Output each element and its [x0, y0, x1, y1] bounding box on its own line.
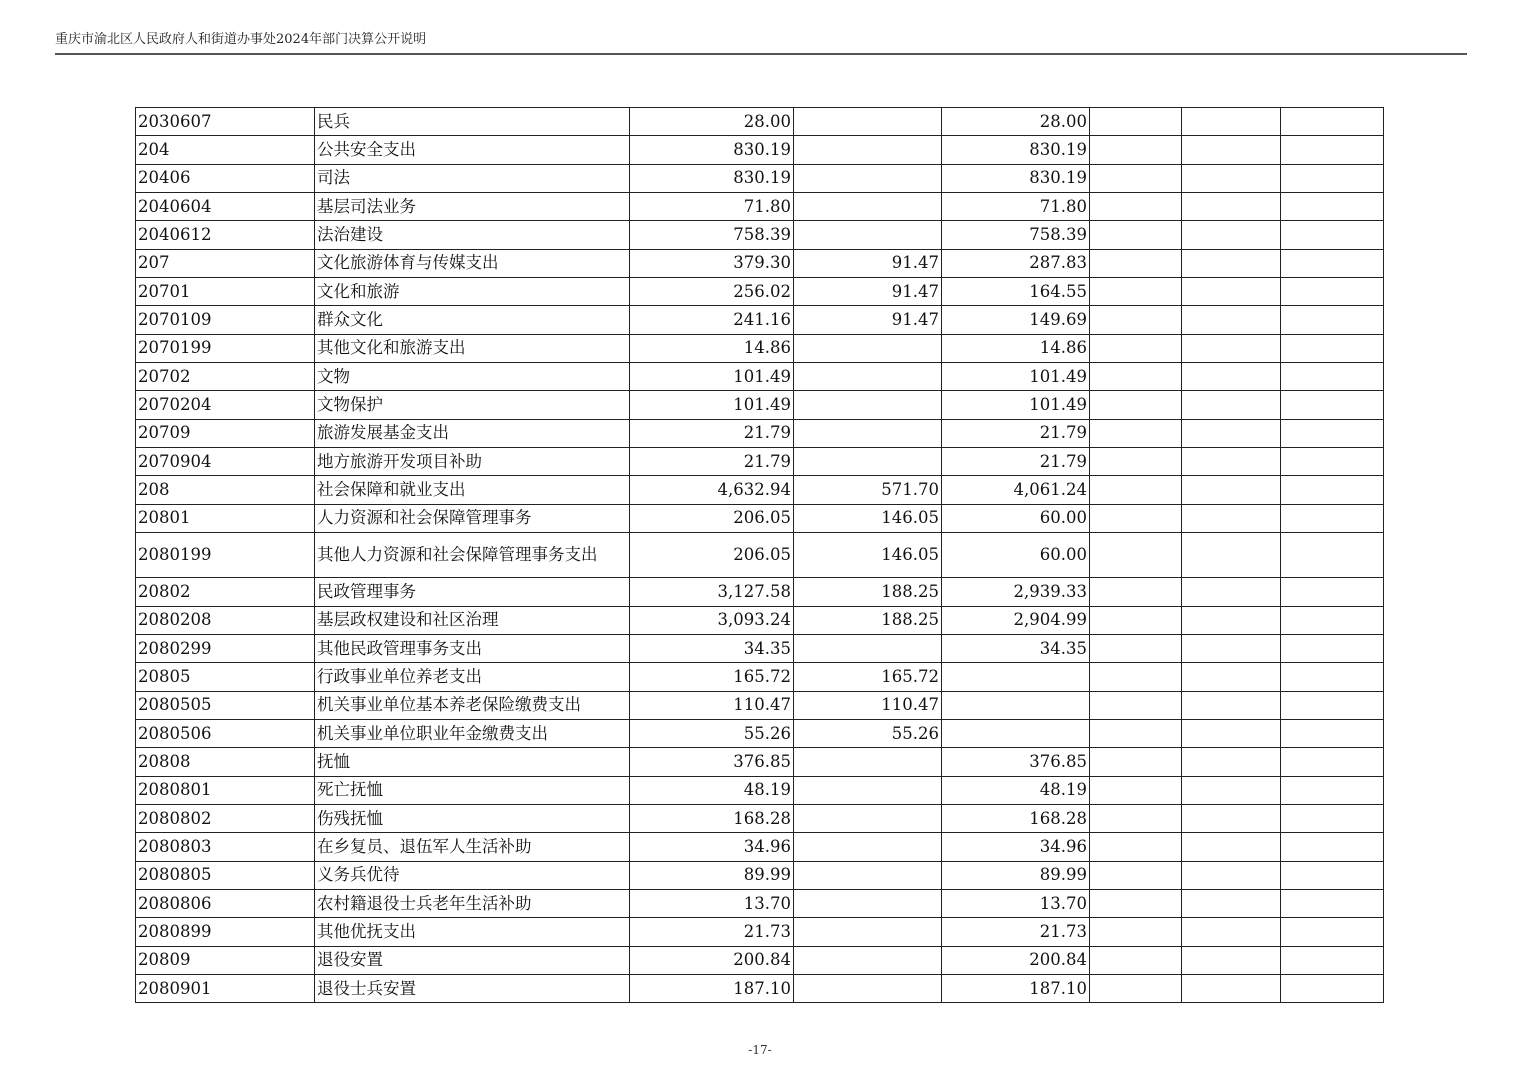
empty-cell: [1090, 663, 1182, 691]
total-cell: 3,127.58: [630, 578, 794, 606]
project-expenditure-cell: [942, 719, 1090, 747]
code-cell: 2080806: [136, 889, 315, 917]
basic-expenditure-cell: [794, 861, 942, 889]
name-cell: 义务兵优待: [315, 861, 630, 889]
table-row: [136, 136, 1384, 164]
table-row: [136, 974, 1384, 1002]
name-cell: 伤残抚恤: [315, 804, 630, 832]
project-expenditure-cell: 21.79: [942, 419, 1090, 447]
table-row: [136, 918, 1384, 946]
basic-expenditure-cell: 91.47: [794, 278, 942, 306]
table-row: [136, 889, 1384, 917]
name-cell: 机关事业单位基本养老保险缴费支出: [315, 691, 630, 719]
project-expenditure-cell: 21.79: [942, 448, 1090, 476]
empty-cell: [1090, 634, 1182, 662]
table-row: [136, 861, 1384, 889]
name-cell: 基层政权建设和社区治理: [315, 606, 630, 634]
code-cell: 20406: [136, 164, 315, 192]
basic-expenditure-cell: 146.05: [794, 504, 942, 532]
empty-cell: [1182, 448, 1281, 476]
basic-expenditure-cell: 91.47: [794, 249, 942, 277]
empty-cell: [1182, 249, 1281, 277]
empty-cell: [1182, 719, 1281, 747]
table-row: [136, 946, 1384, 974]
table-body: [136, 108, 1384, 1003]
basic-expenditure-cell: [794, 946, 942, 974]
total-cell: 830.19: [630, 136, 794, 164]
total-cell: 241.16: [630, 306, 794, 334]
project-expenditure-cell: 21.73: [942, 918, 1090, 946]
empty-cell: [1182, 578, 1281, 606]
code-cell: 2030607: [136, 108, 315, 136]
total-cell: 376.85: [630, 748, 794, 776]
empty-cell: [1090, 278, 1182, 306]
table-row: [136, 334, 1384, 362]
basic-expenditure-cell: [794, 634, 942, 662]
empty-cell: [1090, 419, 1182, 447]
empty-cell: [1182, 391, 1281, 419]
total-cell: 21.79: [630, 448, 794, 476]
empty-cell: [1090, 578, 1182, 606]
empty-cell: [1182, 164, 1281, 192]
basic-expenditure-cell: 146.05: [794, 533, 942, 578]
name-cell: 其他文化和旅游支出: [315, 334, 630, 362]
empty-cell: [1090, 221, 1182, 249]
empty-cell: [1281, 663, 1384, 691]
basic-expenditure-cell: 188.25: [794, 578, 942, 606]
total-cell: 379.30: [630, 249, 794, 277]
code-cell: 2080803: [136, 833, 315, 861]
basic-expenditure-cell: [794, 164, 942, 192]
basic-expenditure-cell: [794, 221, 942, 249]
empty-cell: [1090, 804, 1182, 832]
table-row: [136, 533, 1384, 578]
empty-cell: [1281, 278, 1384, 306]
total-cell: 89.99: [630, 861, 794, 889]
table-row: [136, 719, 1384, 747]
empty-cell: [1281, 833, 1384, 861]
table-row: [136, 504, 1384, 532]
total-cell: 4,632.94: [630, 476, 794, 504]
name-cell: 在乡复员、退伍军人生活补助: [315, 833, 630, 861]
code-cell: 204: [136, 136, 315, 164]
basic-expenditure-cell: [794, 974, 942, 1002]
empty-cell: [1090, 193, 1182, 221]
project-expenditure-cell: 71.80: [942, 193, 1090, 221]
code-cell: 2040604: [136, 193, 315, 221]
project-expenditure-cell: 4,061.24: [942, 476, 1090, 504]
basic-expenditure-cell: [794, 419, 942, 447]
total-cell: 13.70: [630, 889, 794, 917]
code-cell: 2080801: [136, 776, 315, 804]
empty-cell: [1090, 476, 1182, 504]
page-number: -17-: [748, 1043, 772, 1057]
basic-expenditure-cell: [794, 448, 942, 476]
basic-expenditure-cell: 188.25: [794, 606, 942, 634]
basic-expenditure-cell: [794, 193, 942, 221]
empty-cell: [1182, 748, 1281, 776]
empty-cell: [1090, 448, 1182, 476]
header-divider: [55, 53, 1467, 55]
empty-cell: [1182, 363, 1281, 391]
table-row: [136, 306, 1384, 334]
project-expenditure-cell: 101.49: [942, 363, 1090, 391]
name-cell: 抚恤: [315, 748, 630, 776]
total-cell: 28.00: [630, 108, 794, 136]
table-row: [136, 193, 1384, 221]
empty-cell: [1182, 193, 1281, 221]
project-expenditure-cell: 2,939.33: [942, 578, 1090, 606]
basic-expenditure-cell: [794, 776, 942, 804]
empty-cell: [1090, 164, 1182, 192]
name-cell: 农村籍退役士兵老年生活补助: [315, 889, 630, 917]
total-cell: 101.49: [630, 363, 794, 391]
empty-cell: [1281, 306, 1384, 334]
empty-cell: [1281, 946, 1384, 974]
empty-cell: [1182, 221, 1281, 249]
code-cell: 20802: [136, 578, 315, 606]
empty-cell: [1182, 918, 1281, 946]
table-row: [136, 476, 1384, 504]
basic-expenditure-cell: 91.47: [794, 306, 942, 334]
table-row: [136, 606, 1384, 634]
empty-cell: [1090, 918, 1182, 946]
empty-cell: [1182, 833, 1281, 861]
code-cell: 2070199: [136, 334, 315, 362]
project-expenditure-cell: 758.39: [942, 221, 1090, 249]
basic-expenditure-cell: [794, 363, 942, 391]
name-cell: 机关事业单位职业年金缴费支出: [315, 719, 630, 747]
budget-table: [135, 107, 1384, 1003]
table-row: [136, 748, 1384, 776]
code-cell: 2080805: [136, 861, 315, 889]
table-row: [136, 391, 1384, 419]
name-cell: 文化旅游体育与传媒支出: [315, 249, 630, 277]
empty-cell: [1182, 476, 1281, 504]
empty-cell: [1090, 719, 1182, 747]
empty-cell: [1090, 606, 1182, 634]
project-expenditure-cell: 60.00: [942, 533, 1090, 578]
total-cell: 48.19: [630, 776, 794, 804]
code-cell: 20809: [136, 946, 315, 974]
empty-cell: [1281, 776, 1384, 804]
table-row: [136, 164, 1384, 192]
code-cell: 2070904: [136, 448, 315, 476]
table-row: [136, 804, 1384, 832]
total-cell: 3,093.24: [630, 606, 794, 634]
code-cell: 20709: [136, 419, 315, 447]
empty-cell: [1281, 606, 1384, 634]
name-cell: 其他人力资源和社会保障管理事务支出: [315, 533, 630, 578]
name-cell: 死亡抚恤: [315, 776, 630, 804]
empty-cell: [1281, 748, 1384, 776]
empty-cell: [1281, 918, 1384, 946]
empty-cell: [1182, 861, 1281, 889]
total-cell: 168.28: [630, 804, 794, 832]
total-cell: 200.84: [630, 946, 794, 974]
project-expenditure-cell: 34.96: [942, 833, 1090, 861]
empty-cell: [1090, 136, 1182, 164]
empty-cell: [1182, 533, 1281, 578]
table-row: [136, 278, 1384, 306]
name-cell: 文物保护: [315, 391, 630, 419]
name-cell: 社会保障和就业支出: [315, 476, 630, 504]
code-cell: 2040612: [136, 221, 315, 249]
name-cell: 群众文化: [315, 306, 630, 334]
empty-cell: [1182, 606, 1281, 634]
total-cell: 34.35: [630, 634, 794, 662]
empty-cell: [1281, 634, 1384, 662]
code-cell: 207: [136, 249, 315, 277]
code-cell: 208: [136, 476, 315, 504]
project-expenditure-cell: 830.19: [942, 164, 1090, 192]
basic-expenditure-cell: [794, 918, 942, 946]
total-cell: 55.26: [630, 719, 794, 747]
empty-cell: [1090, 833, 1182, 861]
empty-cell: [1281, 476, 1384, 504]
empty-cell: [1281, 719, 1384, 747]
empty-cell: [1090, 748, 1182, 776]
page-header-title: 重庆市渝北区人民政府人和街道办事处2024年部门决算公开说明: [55, 32, 427, 47]
name-cell: 其他民政管理事务支出: [315, 634, 630, 662]
table-row: [136, 221, 1384, 249]
total-cell: 165.72: [630, 663, 794, 691]
basic-expenditure-cell: [794, 804, 942, 832]
empty-cell: [1281, 136, 1384, 164]
total-cell: 256.02: [630, 278, 794, 306]
code-cell: 20702: [136, 363, 315, 391]
project-expenditure-cell: 28.00: [942, 108, 1090, 136]
project-expenditure-cell: 14.86: [942, 334, 1090, 362]
total-cell: 34.96: [630, 833, 794, 861]
table-row: [136, 634, 1384, 662]
empty-cell: [1090, 691, 1182, 719]
total-cell: 830.19: [630, 164, 794, 192]
project-expenditure-cell: 48.19: [942, 776, 1090, 804]
project-expenditure-cell: [942, 691, 1090, 719]
project-expenditure-cell: 89.99: [942, 861, 1090, 889]
empty-cell: [1182, 663, 1281, 691]
project-expenditure-cell: 200.84: [942, 946, 1090, 974]
empty-cell: [1182, 691, 1281, 719]
empty-cell: [1281, 804, 1384, 832]
name-cell: 文化和旅游: [315, 278, 630, 306]
empty-cell: [1182, 108, 1281, 136]
empty-cell: [1281, 578, 1384, 606]
project-expenditure-cell: 2,904.99: [942, 606, 1090, 634]
empty-cell: [1281, 419, 1384, 447]
project-expenditure-cell: [942, 663, 1090, 691]
code-cell: 2070109: [136, 306, 315, 334]
name-cell: 公共安全支出: [315, 136, 630, 164]
name-cell: 其他优抚支出: [315, 918, 630, 946]
basic-expenditure-cell: [794, 391, 942, 419]
empty-cell: [1281, 249, 1384, 277]
code-cell: 2080505: [136, 691, 315, 719]
name-cell: 基层司法业务: [315, 193, 630, 221]
empty-cell: [1182, 136, 1281, 164]
empty-cell: [1182, 889, 1281, 917]
empty-cell: [1090, 533, 1182, 578]
empty-cell: [1281, 533, 1384, 578]
empty-cell: [1090, 776, 1182, 804]
table-row: [136, 691, 1384, 719]
total-cell: 758.39: [630, 221, 794, 249]
table-row: [136, 833, 1384, 861]
basic-expenditure-cell: 165.72: [794, 663, 942, 691]
empty-cell: [1182, 278, 1281, 306]
total-cell: 14.86: [630, 334, 794, 362]
total-cell: 101.49: [630, 391, 794, 419]
empty-cell: [1182, 504, 1281, 532]
project-expenditure-cell: 60.00: [942, 504, 1090, 532]
basic-expenditure-cell: [794, 108, 942, 136]
empty-cell: [1090, 889, 1182, 917]
empty-cell: [1090, 861, 1182, 889]
table-row: [136, 663, 1384, 691]
code-cell: 20701: [136, 278, 315, 306]
empty-cell: [1281, 391, 1384, 419]
empty-cell: [1182, 419, 1281, 447]
empty-cell: [1090, 108, 1182, 136]
table-row: [136, 578, 1384, 606]
project-expenditure-cell: 34.35: [942, 634, 1090, 662]
code-cell: 2080299: [136, 634, 315, 662]
empty-cell: [1182, 804, 1281, 832]
empty-cell: [1281, 974, 1384, 1002]
basic-expenditure-cell: 55.26: [794, 719, 942, 747]
empty-cell: [1090, 946, 1182, 974]
empty-cell: [1182, 974, 1281, 1002]
name-cell: 民政管理事务: [315, 578, 630, 606]
code-cell: 20805: [136, 663, 315, 691]
project-expenditure-cell: 149.69: [942, 306, 1090, 334]
project-expenditure-cell: 830.19: [942, 136, 1090, 164]
empty-cell: [1281, 889, 1384, 917]
code-cell: 20801: [136, 504, 315, 532]
table-row: [136, 363, 1384, 391]
code-cell: 2080802: [136, 804, 315, 832]
empty-cell: [1090, 249, 1182, 277]
empty-cell: [1281, 221, 1384, 249]
total-cell: 187.10: [630, 974, 794, 1002]
table-row: [136, 419, 1384, 447]
empty-cell: [1090, 363, 1182, 391]
total-cell: 206.05: [630, 533, 794, 578]
name-cell: 人力资源和社会保障管理事务: [315, 504, 630, 532]
code-cell: 2080506: [136, 719, 315, 747]
name-cell: 旅游发展基金支出: [315, 419, 630, 447]
empty-cell: [1182, 776, 1281, 804]
empty-cell: [1090, 974, 1182, 1002]
basic-expenditure-cell: [794, 334, 942, 362]
project-expenditure-cell: 101.49: [942, 391, 1090, 419]
empty-cell: [1182, 634, 1281, 662]
table-row: [136, 448, 1384, 476]
table-row: [136, 249, 1384, 277]
project-expenditure-cell: 164.55: [942, 278, 1090, 306]
total-cell: 206.05: [630, 504, 794, 532]
total-cell: 71.80: [630, 193, 794, 221]
empty-cell: [1281, 164, 1384, 192]
basic-expenditure-cell: 571.70: [794, 476, 942, 504]
name-cell: 文物: [315, 363, 630, 391]
name-cell: 法治建设: [315, 221, 630, 249]
project-expenditure-cell: 168.28: [942, 804, 1090, 832]
empty-cell: [1281, 108, 1384, 136]
name-cell: 退役士兵安置: [315, 974, 630, 1002]
code-cell: 2080901: [136, 974, 315, 1002]
name-cell: 行政事业单位养老支出: [315, 663, 630, 691]
code-cell: 2080199: [136, 533, 315, 578]
project-expenditure-cell: 13.70: [942, 889, 1090, 917]
basic-expenditure-cell: [794, 748, 942, 776]
basic-expenditure-cell: [794, 889, 942, 917]
empty-cell: [1281, 504, 1384, 532]
empty-cell: [1281, 193, 1384, 221]
code-cell: 2080208: [136, 606, 315, 634]
table-row: [136, 108, 1384, 136]
project-expenditure-cell: 187.10: [942, 974, 1090, 1002]
empty-cell: [1090, 391, 1182, 419]
code-cell: 2070204: [136, 391, 315, 419]
empty-cell: [1090, 306, 1182, 334]
project-expenditure-cell: 287.83: [942, 249, 1090, 277]
code-cell: 20808: [136, 748, 315, 776]
empty-cell: [1182, 334, 1281, 362]
code-cell: 2080899: [136, 918, 315, 946]
basic-expenditure-cell: 110.47: [794, 691, 942, 719]
basic-expenditure-cell: [794, 136, 942, 164]
empty-cell: [1182, 946, 1281, 974]
table-row: [136, 776, 1384, 804]
empty-cell: [1281, 691, 1384, 719]
name-cell: 司法: [315, 164, 630, 192]
empty-cell: [1281, 334, 1384, 362]
name-cell: 地方旅游开发项目补助: [315, 448, 630, 476]
name-cell: 退役安置: [315, 946, 630, 974]
empty-cell: [1090, 504, 1182, 532]
total-cell: 21.73: [630, 918, 794, 946]
basic-expenditure-cell: [794, 833, 942, 861]
project-expenditure-cell: 376.85: [942, 748, 1090, 776]
total-cell: 110.47: [630, 691, 794, 719]
empty-cell: [1281, 861, 1384, 889]
empty-cell: [1281, 363, 1384, 391]
empty-cell: [1281, 448, 1384, 476]
total-cell: 21.79: [630, 419, 794, 447]
empty-cell: [1182, 306, 1281, 334]
name-cell: 民兵: [315, 108, 630, 136]
empty-cell: [1090, 334, 1182, 362]
